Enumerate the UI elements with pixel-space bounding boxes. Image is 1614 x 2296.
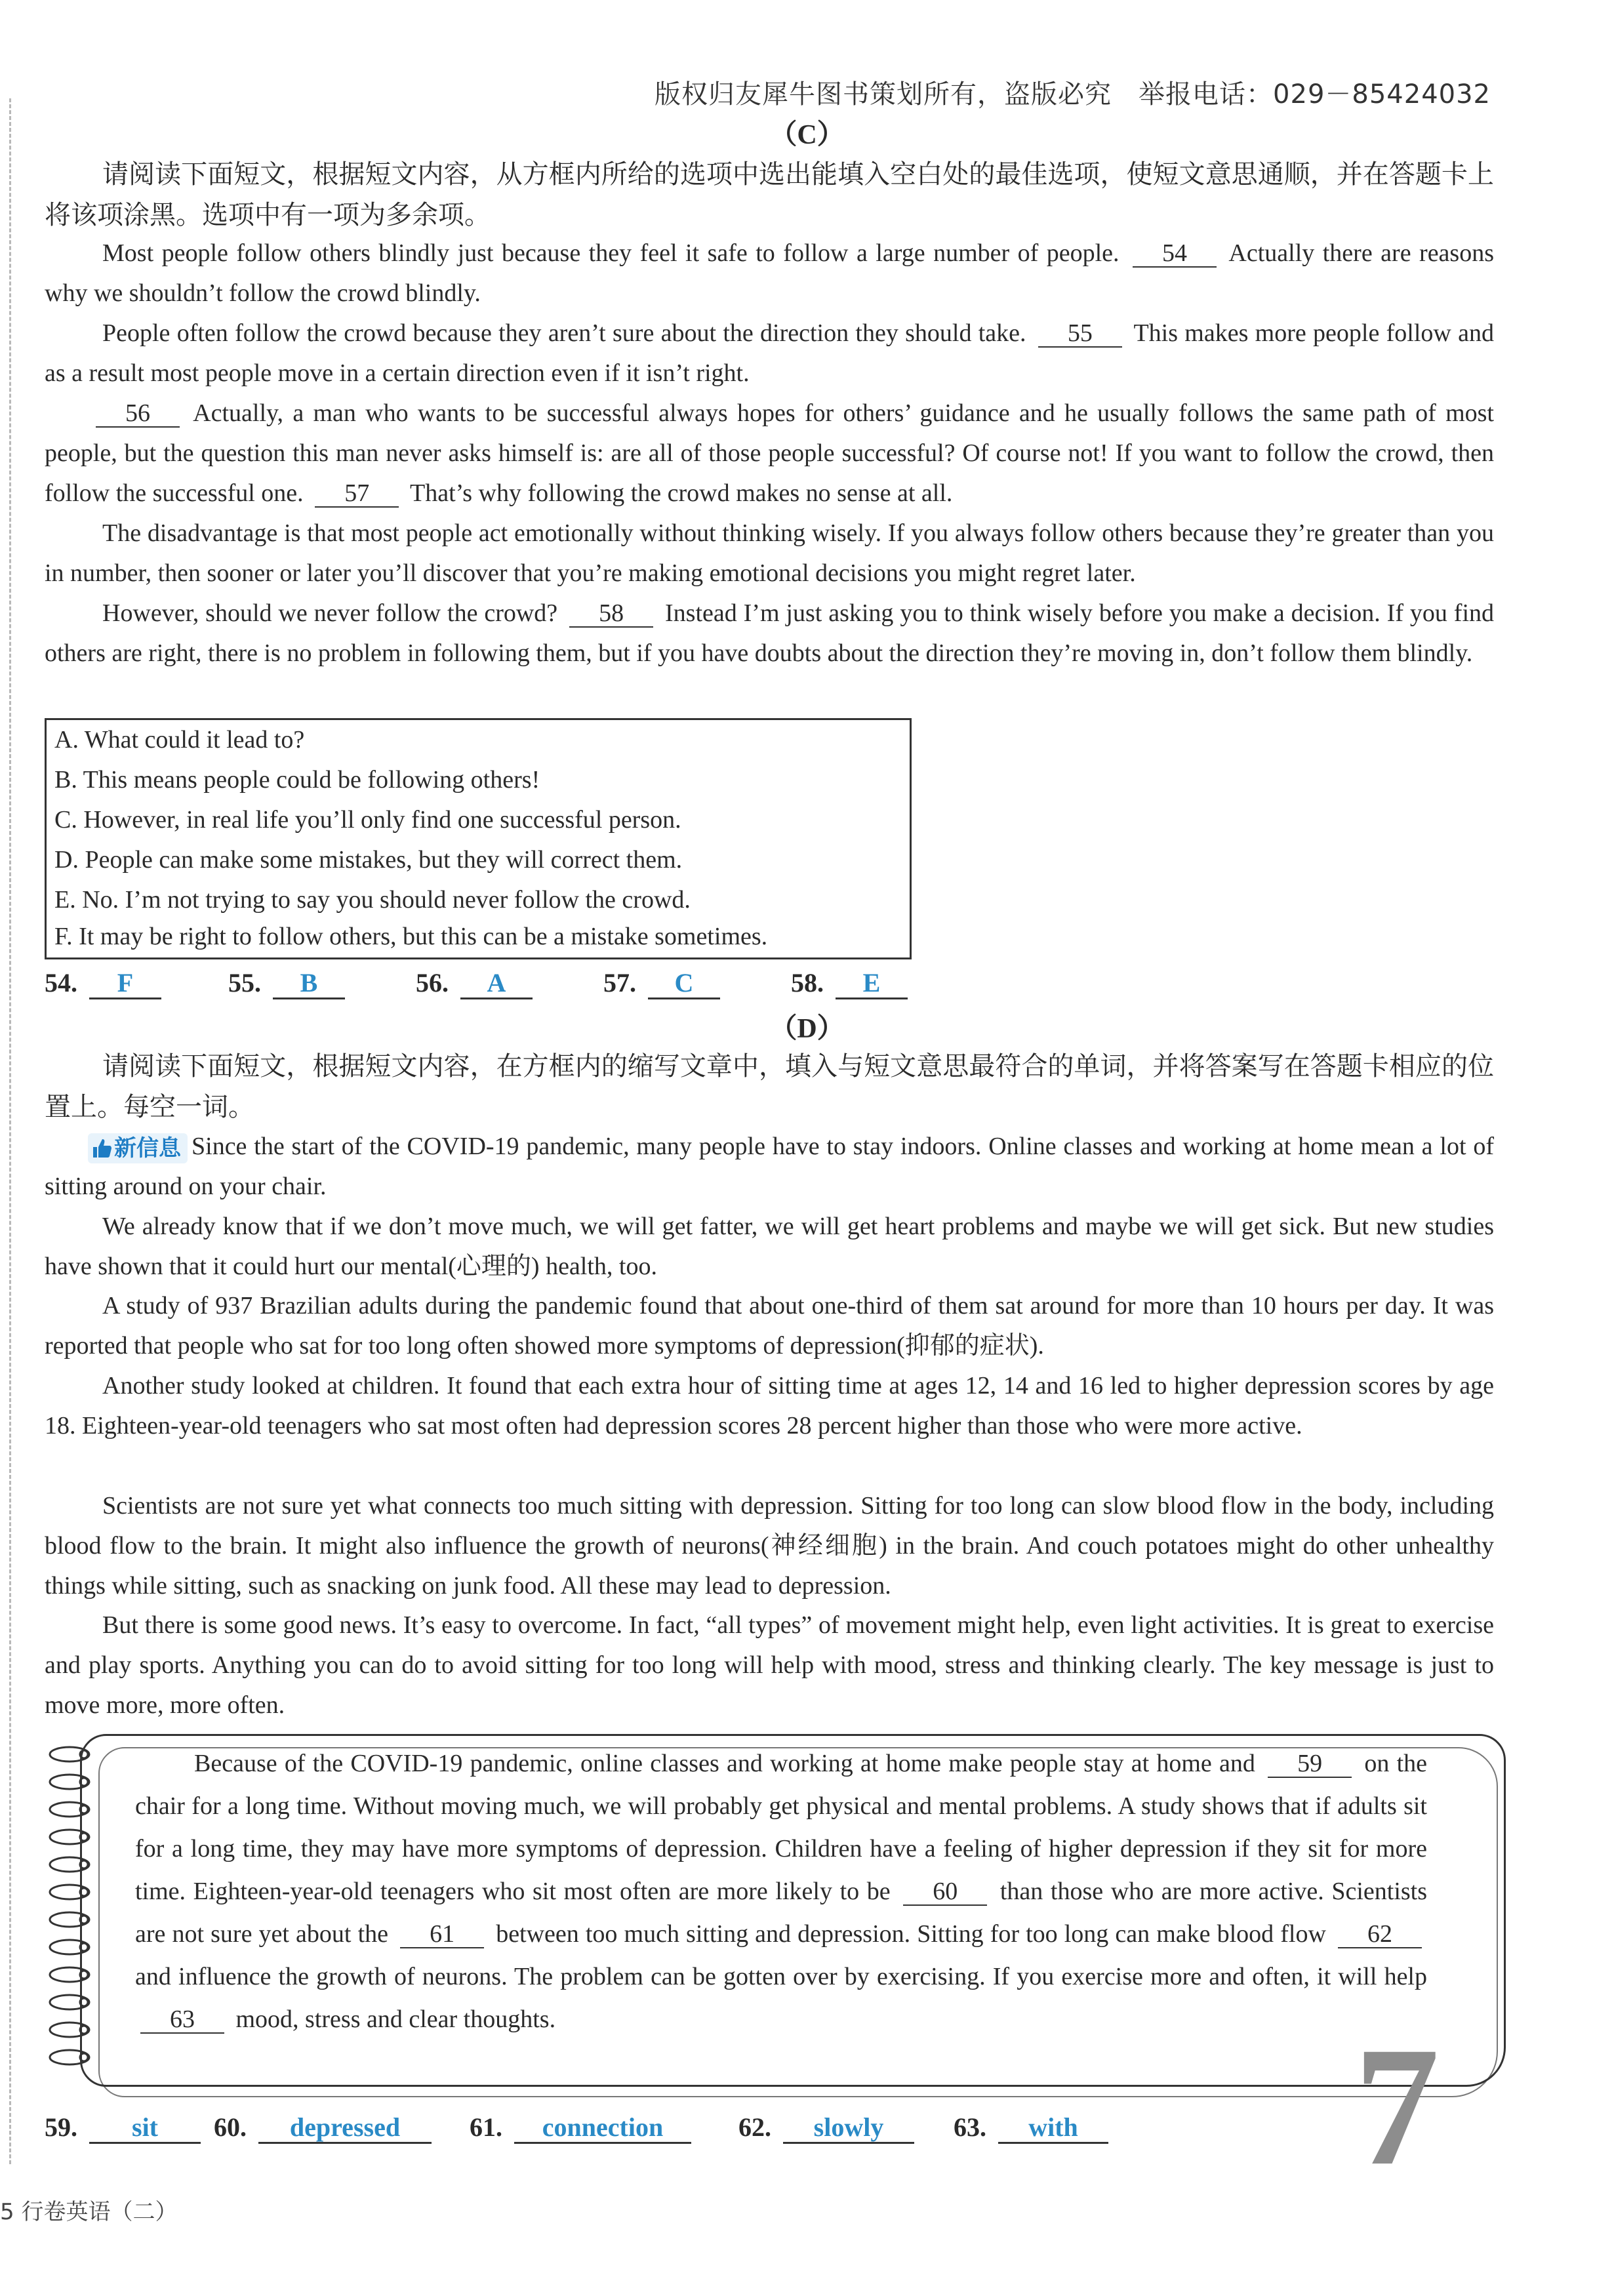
blank-61: 61	[400, 1921, 484, 1948]
answer-number: 56.	[416, 968, 449, 997]
spiral-ring-icon	[47, 1992, 92, 2012]
paragraph: Another study looked at children. It found that each extra hour of sitting time at ages 12, 14 and 16 led to higher depression scores by age 18. Eighteen-year-old teenagers who sat most often had depression scores 28 percent higher than those who were more active.	[45, 1372, 1494, 1440]
answer-56: A	[460, 969, 533, 999]
paragraph: The disadvantage is that most people act emotionally without thinking wisely. If you always follow others because they’re greater than you in number, then sooner or later you’ll discover that you’re making emotional decisions you might regret later.	[45, 519, 1494, 587]
blank-56: 56	[96, 400, 180, 428]
paragraph: People often follow the crowd because they aren’t sure about the direction they should take. 55 This makes more people follow and as a result most people move in a certain direction even if it isn’t right.	[45, 319, 1494, 387]
spiral-ring-icon	[47, 1937, 92, 1957]
spiral-ring-icon	[47, 1744, 92, 1764]
blank-54: 54	[1133, 240, 1217, 268]
option-e: E. No. I’m not trying to say you should never follow the crowd.	[54, 886, 691, 914]
summary-text: Because of the COVID-19 pandemic, online classes and working at home make people stay at home and 59 on the chair for a long time. Without moving much, we will probably get physical and mental problems. A study shows that if adults sit for a long time, they may have more symptoms of depression. Children have a feeling of higher depression if they sit for more time. Eighteen-year-old teenagers who sit most often are more likely to be 60 than those who are more active. Scientists are not sure yet about the 61 between too much sitting and depression. Sitting for too long can make blood flow 62 and influence the growth of neurons. The problem can be gotten over by exercising. If you exercise more and often, it will help 63 mood, stress and clear thoughts.	[135, 1750, 1428, 2033]
option-c: C. However, in real life you’ll only find one successful person.	[54, 806, 681, 834]
section-d-title: （D）	[769, 1014, 845, 1044]
spiral-ring-icon	[47, 1965, 92, 1984]
answer-61: connection	[514, 2113, 691, 2144]
copyright-header: 版权归友犀牛图书策划所有，盗版必究 举报电话：029－85424032	[655, 79, 1491, 110]
answer-number: 58.	[791, 968, 824, 997]
option-b: B. This means people could be following others!	[54, 766, 540, 794]
answer-57: C	[648, 969, 720, 999]
answer-55: B	[273, 969, 345, 999]
paragraph: However, should we never follow the crowd? 58 Instead I’m just asking you to think wisely before you make a decision. If you find others are right, there is no problem in following them, but if you have doubts about the direction they’re moving in, don’t follow them blindly.	[45, 599, 1495, 667]
paragraph: Scientists are not sure yet what connects too much sitting with depression. Sitting for too long can slow blood flow in the body, including blood flow to the brain. It might also influence the growth of neurons(神经细胞) in the brain. And couch potatoes might do other unhealthy things while sitting, such as snacking on junk food. All these may lead to depression.	[45, 1492, 1494, 1600]
paragraph: But there is some good news. It’s easy to overcome. In fact, “all types” of movement might help, even light activities. It is great to exercise and play sports. Anything you can do to avoid sitting for too long will help with mood, stress and thinking clearly. The key message is just to move more, more often.	[45, 1611, 1494, 1719]
answer-number: 54.	[45, 968, 77, 997]
thumbs-up-icon	[91, 1137, 114, 1160]
spiral-ring-icon	[47, 1772, 92, 1792]
spiral-ring-icon	[47, 1827, 92, 1847]
blank-55: 55	[1038, 320, 1122, 348]
answer-54: F	[89, 969, 161, 999]
answer-60: depressed	[258, 2113, 432, 2144]
paragraph: We already know that if we don’t move much, we will get fatter, we will get heart problems and maybe we will get sick. But new studies have shown that it could hurt our mental(心理的) health, too.	[45, 1213, 1494, 1280]
option-d: D. People can make some mistakes, but they will correct them.	[54, 846, 683, 874]
section-d-instruction: 请阅读下面短文，根据短文内容，在方框内的缩写文章中，填入与短文意思最符合的单词，并将答案写在答题卡相应的位置上。每空一词。	[45, 1051, 1494, 1122]
answer-62: slowly	[783, 2113, 914, 2144]
page-number: 7	[1354, 2012, 1440, 2201]
footer: 5 行卷英语（二）	[0, 2199, 178, 2225]
answer-number: 55.	[228, 968, 261, 997]
answer-number: 59.	[45, 2112, 77, 2142]
blank-58: 58	[569, 600, 653, 628]
section-c-title: （C）	[769, 120, 845, 150]
section-c-instruction: 请阅读下面短文，根据短文内容，从方框内所给的选项中选出能填入空白处的最佳选项，使短文意思通顺，并在答题卡上将该项涂黑。选项中有一项为多余项。	[45, 159, 1494, 230]
answer-63: with	[998, 2113, 1108, 2144]
spiral-ring-icon	[47, 2020, 92, 2040]
blank-57: 57	[315, 480, 399, 508]
spiral-ring-icon	[47, 1855, 92, 1874]
option-f: F. It may be right to follow others, but this can be a mistake sometimes.	[54, 923, 768, 950]
answer-number: 61.	[470, 2112, 502, 2142]
answer-number: 57.	[603, 968, 636, 997]
binding-margin	[9, 98, 11, 2164]
spiral-ring-icon	[47, 1882, 92, 1902]
paragraph: 56 Actually, a man who wants to be successful always hopes for others’ guidance and he usually follows the same path of most people, but the question this man never asks himself is: are all of those people successful? Of course not! If you want to follow the crowd, then follow the successful one. 57 That’s why following the crowd makes no sense at all.	[45, 399, 1494, 507]
option-a: A. What could it lead to?	[54, 726, 305, 754]
blank-59: 59	[1268, 1750, 1352, 1778]
blank-62: 62	[1338, 1921, 1422, 1948]
answer-number: 63.	[954, 2112, 986, 2142]
spiral-ring-icon	[47, 1910, 92, 1929]
spiral-ring-icon	[47, 1800, 92, 1819]
blank-63: 63	[140, 2006, 224, 2034]
answer-number: 60.	[214, 2112, 247, 2142]
options-box	[45, 718, 912, 959]
answer-58: E	[836, 969, 908, 999]
paragraph: 新信息 Since the start of the COVID-19 pandemic, many people have to stay indoors. Online classes and working at home mean a lot of sitting around on your chair.	[45, 1133, 1494, 1200]
paragraph: A study of 937 Brazilian adults during the pandemic found that about one-third of them sat around for more than 10 hours per day. It was reported that people who sat for too long often showed more symptoms of depression(抑郁的症状).	[45, 1292, 1494, 1359]
answer-number: 62.	[738, 2112, 771, 2142]
new-info-badge: 新信息	[88, 1133, 188, 1163]
paragraph: Most people follow others blindly just because they feel it safe to follow a large number of people. 54 Actually there are reasons why we shouldn’t follow the crowd blindly.	[45, 239, 1494, 307]
blank-60: 60	[903, 1878, 987, 1906]
answer-59: sit	[89, 2113, 201, 2144]
spiral-ring-icon	[47, 2047, 92, 2067]
